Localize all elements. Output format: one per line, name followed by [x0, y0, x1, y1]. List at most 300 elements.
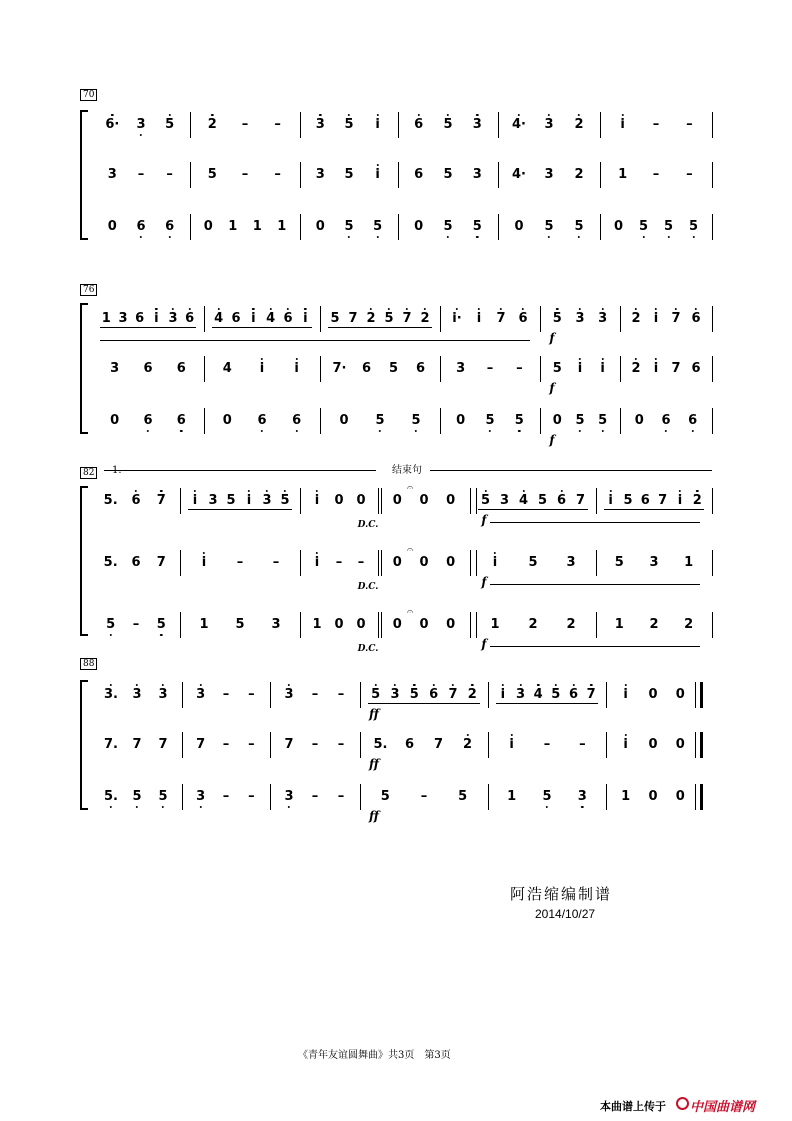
note: i — [375, 167, 380, 182]
barline — [190, 112, 191, 138]
barline — [180, 550, 181, 576]
note: i — [294, 361, 299, 376]
site-name[interactable]: 中国曲谱网 — [690, 1100, 756, 1115]
note: 4 — [214, 311, 224, 326]
note: 5 — [375, 413, 385, 428]
note: i — [620, 117, 625, 132]
beam-underline — [368, 703, 480, 704]
barline — [182, 784, 183, 810]
note: – — [357, 555, 365, 570]
note: 0 — [648, 687, 658, 702]
octave-down-dot — [667, 236, 669, 238]
note: 6 — [518, 311, 528, 326]
note: 3 — [472, 167, 482, 182]
note: 0 — [107, 219, 117, 234]
note: 5 — [614, 555, 624, 570]
note: 3 — [315, 117, 325, 132]
barline — [440, 306, 441, 332]
note: 3 — [390, 687, 400, 702]
note: 7 — [348, 311, 358, 326]
octave-down-dot — [476, 236, 478, 238]
note: 0 — [334, 493, 344, 508]
note: 3 — [136, 117, 146, 132]
octave-down-dot — [692, 236, 694, 238]
note: 6 — [414, 117, 424, 132]
note: – — [222, 737, 230, 752]
octave-down-dot — [136, 806, 138, 808]
note: 4· — [512, 167, 526, 182]
barline — [596, 550, 597, 576]
note: 6 — [257, 413, 267, 428]
barline — [712, 214, 713, 240]
note: 7 — [284, 737, 294, 752]
note: i — [600, 361, 605, 376]
note: 5 — [344, 219, 354, 234]
barline — [320, 306, 321, 332]
note: 0 — [514, 219, 524, 234]
note: 5 — [344, 117, 354, 132]
da-capo-mark: D.C. — [357, 520, 379, 530]
note: 3 — [315, 167, 325, 182]
note: – — [241, 167, 249, 182]
note: – — [274, 117, 281, 132]
note: – — [335, 555, 343, 570]
octave-down-dot — [110, 806, 112, 808]
note: 3 — [472, 117, 482, 132]
note: 5 — [158, 789, 168, 804]
barline — [190, 214, 191, 240]
double-barline — [381, 612, 382, 638]
barline — [300, 550, 301, 576]
note: 6 — [414, 167, 424, 182]
note: – — [248, 789, 255, 804]
note: 5. — [104, 789, 118, 804]
note: 5. — [103, 493, 118, 508]
octave-down-dot — [489, 430, 491, 432]
note: 5 — [598, 413, 608, 428]
note: 5 — [106, 617, 116, 632]
note: i — [577, 361, 583, 376]
octave-down-dot — [581, 806, 583, 808]
note: 1 — [252, 219, 262, 234]
note: 2 — [207, 117, 217, 132]
dynamic-marking: f — [481, 637, 487, 651]
note: 5 — [551, 687, 561, 702]
note: 7 — [448, 687, 458, 702]
note: 2 — [631, 361, 641, 376]
barline — [488, 732, 489, 758]
note: 5 — [514, 413, 524, 428]
note: 6 — [231, 311, 241, 326]
note: 4 — [266, 311, 276, 326]
note: i — [314, 555, 320, 570]
note: 7 — [658, 493, 668, 508]
note: 3 — [577, 789, 587, 804]
note: 1 — [621, 789, 631, 804]
system-bracket-bottom — [80, 432, 88, 434]
note: – — [311, 737, 319, 752]
barline — [470, 488, 471, 514]
octave-down-dot — [348, 236, 350, 238]
note: 3 — [456, 361, 466, 376]
note: 7 — [575, 493, 586, 508]
note: 2 — [684, 617, 694, 632]
barline — [204, 408, 205, 434]
note: 7. — [104, 737, 118, 752]
fermata-icon: 𝄐 — [406, 605, 414, 618]
octave-down-dot — [379, 430, 381, 432]
note: 1 — [199, 617, 209, 632]
octave-down-dot — [601, 430, 603, 432]
note: 6 — [688, 413, 698, 428]
barline — [620, 356, 621, 382]
octave-down-dot — [140, 134, 142, 136]
barline — [360, 732, 361, 758]
barline — [498, 162, 499, 188]
note: 6 — [143, 361, 153, 376]
note: 3 — [132, 687, 142, 702]
note: 1 — [684, 555, 694, 570]
note: 5 — [552, 361, 562, 376]
note: i — [653, 361, 659, 376]
barline — [498, 214, 499, 240]
barline — [440, 356, 441, 382]
note: 5 — [537, 493, 548, 508]
note: i — [509, 737, 514, 752]
barline — [378, 612, 379, 638]
note: 3 — [575, 311, 585, 326]
note: 5 — [575, 413, 585, 428]
note: 5 — [132, 789, 142, 804]
note: 6 — [691, 311, 701, 326]
note: 1 — [312, 617, 322, 632]
note: 6· — [105, 117, 120, 132]
barline — [606, 784, 607, 810]
note: i — [653, 311, 659, 326]
crescendo-hairpin — [490, 522, 700, 523]
note: 0 — [419, 555, 429, 570]
note: 3 — [158, 687, 168, 702]
arrangement-date: 2014/10/27 — [535, 907, 596, 921]
note: 1 — [101, 311, 111, 326]
octave-down-dot — [518, 430, 520, 432]
note: 7 — [671, 361, 681, 376]
note: 0 — [446, 555, 456, 570]
ending-label: 结束句 — [392, 465, 422, 476]
note: – — [166, 167, 173, 182]
note: 7 — [156, 555, 166, 570]
note: 0 — [675, 687, 685, 702]
note: – — [420, 789, 428, 804]
note: i — [154, 311, 159, 326]
beam-underline — [100, 327, 196, 328]
barline — [300, 612, 301, 638]
note: 1 — [618, 167, 628, 182]
barline — [180, 488, 181, 514]
note: 5 — [411, 413, 421, 428]
system-bracket-top — [80, 680, 88, 682]
note: i — [375, 117, 380, 132]
note: 3 — [196, 789, 206, 804]
barline — [360, 784, 361, 810]
barline — [600, 112, 601, 138]
barline — [440, 408, 441, 434]
barline — [540, 408, 541, 434]
note: 5 — [371, 687, 381, 702]
note: 2 — [566, 617, 576, 632]
octave-down-dot — [548, 236, 550, 238]
note: – — [241, 117, 249, 132]
beam-underline — [188, 509, 292, 510]
note: – — [311, 687, 319, 702]
octave-down-dot — [578, 236, 580, 238]
barline — [300, 214, 301, 240]
note: 4 — [222, 361, 232, 376]
octave-down-dot — [579, 430, 581, 432]
barline — [712, 488, 713, 514]
note: 6 — [556, 493, 567, 508]
ending-line — [430, 470, 712, 471]
note: – — [686, 167, 693, 182]
barline — [606, 682, 607, 708]
note: 5 — [226, 493, 236, 508]
note: i — [314, 493, 320, 508]
barline — [695, 784, 696, 810]
note: 5 — [552, 311, 562, 326]
note: 6 — [185, 311, 195, 326]
note: i — [259, 361, 265, 376]
note: 5 — [638, 219, 649, 234]
note: 0 — [456, 413, 466, 428]
note: 6 — [292, 413, 302, 428]
barline — [695, 732, 696, 758]
barline — [700, 682, 703, 708]
note: – — [337, 789, 345, 804]
octave-down-dot — [162, 806, 164, 808]
system-bracket — [80, 486, 82, 636]
note: 6 — [136, 219, 146, 234]
note: i· — [452, 311, 462, 326]
barline — [620, 408, 621, 434]
crescendo-hairpin — [490, 584, 700, 585]
note: 5 — [330, 311, 340, 326]
note: 6 — [143, 413, 153, 428]
note: 5 — [388, 361, 399, 376]
barline — [300, 112, 301, 138]
note: – — [248, 687, 255, 702]
barline — [270, 732, 271, 758]
note: 0 — [675, 737, 685, 752]
note: 0 — [110, 413, 120, 428]
note: 2 — [649, 617, 659, 632]
note: 3 — [110, 361, 120, 376]
dynamic-marking: f — [549, 433, 555, 447]
barline — [596, 488, 597, 514]
octave-down-dot — [199, 806, 201, 808]
measure-number-76: 76 — [80, 284, 97, 296]
note: – — [274, 167, 281, 182]
note: 6 — [404, 737, 415, 752]
note: 5 — [544, 219, 554, 234]
note: 3 — [107, 167, 117, 182]
note: 0 — [334, 617, 344, 632]
system-bracket-top — [80, 303, 88, 305]
note: 0 — [648, 737, 658, 752]
note: 0 — [315, 219, 325, 234]
note: 2 — [462, 737, 473, 752]
beam-underline — [478, 509, 588, 510]
system-bracket-bottom — [80, 238, 88, 240]
note: – — [236, 555, 244, 570]
barline — [470, 612, 471, 638]
note: 1 — [277, 219, 287, 234]
barline — [606, 732, 607, 758]
fermata-icon: 𝄐 — [406, 481, 414, 494]
note: 5 — [688, 219, 699, 234]
barline — [712, 306, 713, 332]
note: 7· — [332, 361, 347, 376]
barline — [712, 112, 713, 138]
octave-down-dot — [376, 236, 378, 238]
note: 0 — [446, 617, 456, 632]
octave-down-dot — [447, 236, 449, 238]
system-bracket-bottom — [80, 634, 88, 636]
note: 6 — [176, 413, 186, 428]
note: 2 — [692, 493, 702, 508]
crescendo-hairpin — [100, 340, 530, 341]
note: 3 — [168, 311, 178, 326]
note: – — [248, 737, 255, 752]
barline — [270, 784, 271, 810]
note: 1 — [490, 617, 500, 632]
note: i — [476, 311, 482, 326]
note: – — [311, 789, 319, 804]
system-bracket-bottom — [80, 808, 88, 810]
note: 2 — [366, 311, 376, 326]
fermata-icon: 𝄐 — [406, 543, 414, 556]
barline — [204, 306, 205, 332]
note: 6 — [283, 311, 293, 326]
repeat-barline — [476, 550, 477, 576]
note: 7 — [671, 311, 681, 326]
note: i — [608, 493, 613, 508]
note: i — [251, 311, 256, 326]
note: 7 — [132, 737, 142, 752]
dynamic-marking: f — [481, 575, 487, 589]
note: 5. — [373, 737, 388, 752]
note: 7 — [158, 737, 168, 752]
note: 2 — [467, 687, 477, 702]
octave-down-dot — [288, 806, 290, 808]
note: 4· — [512, 117, 526, 132]
note: 6 — [691, 361, 701, 376]
barline — [712, 356, 713, 382]
barline — [378, 550, 379, 576]
barline — [398, 112, 399, 138]
barline — [180, 612, 181, 638]
barline — [320, 356, 321, 382]
note: 0 — [634, 413, 644, 428]
note: 2 — [574, 117, 584, 132]
octave-down-dot — [147, 430, 149, 432]
arranger-credit: 阿浩缩编制谱 — [510, 885, 613, 903]
barline — [470, 550, 471, 576]
octave-down-dot — [140, 236, 142, 238]
note: 7 — [496, 311, 506, 326]
note: – — [222, 687, 230, 702]
note: 5. — [103, 555, 118, 570]
barline — [488, 784, 489, 810]
note: 5 — [528, 555, 538, 570]
note: 2 — [420, 311, 430, 326]
note: 5 — [623, 493, 633, 508]
note: 5 — [443, 117, 453, 132]
note: 6 — [429, 687, 439, 702]
note: 5 — [443, 219, 453, 234]
note: – — [137, 167, 145, 182]
note: 5 — [542, 789, 552, 804]
octave-down-dot — [665, 430, 667, 432]
note: – — [337, 687, 345, 702]
da-capo-mark: D.C. — [357, 644, 379, 654]
barline — [540, 356, 541, 382]
note: i — [192, 493, 198, 508]
note: 3 — [271, 617, 281, 632]
barline — [540, 306, 541, 332]
note: 5 — [207, 167, 217, 182]
barline — [596, 612, 597, 638]
system-bracket-top — [80, 110, 88, 112]
note: i — [623, 687, 628, 702]
barline — [300, 488, 301, 514]
beam-underline — [328, 327, 432, 328]
note: 6 — [361, 361, 372, 376]
note: 7 — [156, 493, 166, 508]
octave-down-dot — [109, 634, 111, 636]
note: 0 — [392, 617, 402, 632]
note: 5 — [380, 789, 390, 804]
note: 3 — [499, 493, 510, 508]
barline — [712, 612, 713, 638]
note: 1 — [507, 789, 517, 804]
upload-note: 本曲谱上传于 — [600, 1100, 666, 1113]
note: – — [652, 117, 660, 132]
note: 0 — [203, 219, 213, 234]
note: 0 — [356, 617, 366, 632]
note: 3 — [649, 555, 659, 570]
barline — [498, 112, 499, 138]
note: 6 — [640, 493, 650, 508]
note: 3 — [284, 789, 294, 804]
note: 5 — [480, 493, 491, 508]
note: 6 — [661, 413, 671, 428]
measure-number-82: 82 — [80, 467, 97, 479]
barline — [320, 408, 321, 434]
octave-down-dot — [295, 430, 297, 432]
note: 6 — [131, 493, 141, 508]
note: 0 — [356, 493, 366, 508]
barline — [300, 162, 301, 188]
note: 7 — [433, 737, 444, 752]
note: i — [500, 687, 506, 702]
system-bracket — [80, 303, 82, 434]
barline — [712, 162, 713, 188]
note: 6 — [568, 687, 579, 702]
barline — [600, 162, 601, 188]
note: 0 — [339, 413, 349, 428]
note: 3. — [104, 687, 118, 702]
note: 3 — [544, 167, 554, 182]
